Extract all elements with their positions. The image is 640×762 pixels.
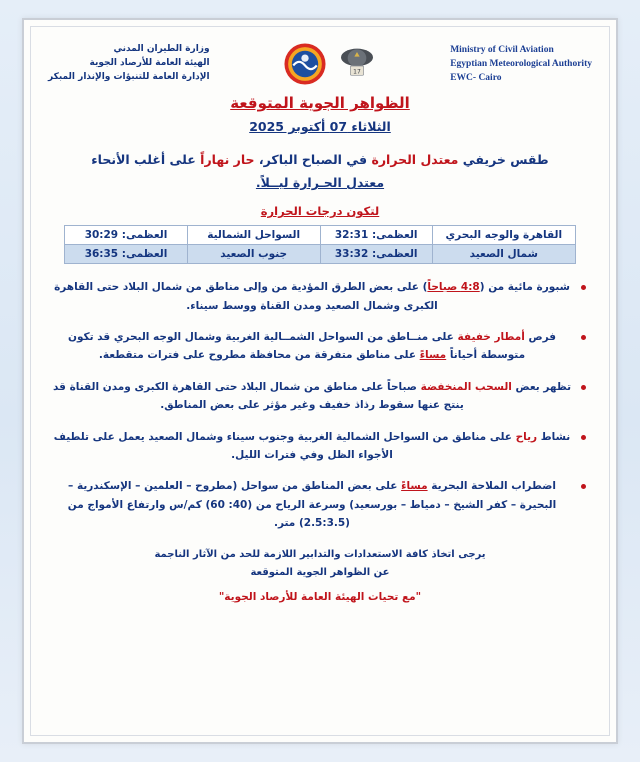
bullet-text-segment: على بعض المناطق من سواحل (مطروح – العلمين – الإسكندرية – البحيرة – كفر الشيخ – دمياط – بورسعيد) وسرعة الرياح من (40: 60) كم/س وارتفاع الأمواج من (2.5:3.5) متر.: [67, 480, 557, 529]
bullet-text-segment: مساءً: [419, 349, 447, 362]
ema-round-logo-icon: [283, 42, 327, 86]
summary-part-4: حار نهاراً: [200, 152, 255, 167]
max-label-cairo: [320, 226, 432, 245]
max-label-north-coast: [65, 226, 188, 245]
bullet-text-segment: مساءً: [401, 480, 428, 493]
region-north-saeed: شمال الصعيد: [432, 245, 575, 264]
summary-part-5: على أغلب الأنحاء: [91, 152, 196, 167]
page-title: الظواهر الجوية المتوقعة: [230, 94, 410, 112]
max-label-south-saeed: [65, 245, 188, 264]
english-line-1: Ministry of Civil Aviation: [450, 45, 554, 55]
table-row: [65, 245, 576, 264]
arabic-line-3: الإدارة العامة للتنبؤات والإنذار المبكر: [48, 71, 210, 82]
bullet-text-segment: شبورة مائية من (: [479, 281, 570, 294]
bullet-text-segment: اضطراب الملاحة البحرية: [427, 480, 556, 493]
svg-text:17: 17: [353, 68, 361, 76]
greeting-line: "مع تحيات الهيئة العامة للأرصاد الجوية": [218, 591, 422, 604]
bullet-text-segment: تظهر بعض: [511, 380, 572, 393]
document-header: [42, 34, 598, 86]
english-line-3: EWC- Cairo: [450, 72, 502, 83]
max-value-text: 33:32: [334, 248, 369, 261]
region-cairo-delta: القاهرة والوجه البحري: [432, 226, 575, 245]
english-authority-block: [450, 40, 592, 85]
bullet-text-segment: على مناطق متفرقة من محافظة مطروح على فترات متقطعة.: [98, 349, 420, 362]
bullet-text-segment: فرص: [524, 331, 557, 343]
bullet-text-segment: على منــاطق من السواحل الشمــالية الغربية وشمال الوجه البحري قد تكون متوسطة أحياناً: [67, 331, 526, 362]
region-north-coast: السواحل الشمالية: [187, 226, 320, 245]
bullet-text-segment: صباحاً على مناطق من شمال البلاد حتى القاهرة الكبرى ومدن القناة قد ينتج عنها سقوط رذاذ خفيف وغير مؤثر على بعض المناطق.: [52, 380, 464, 412]
bullet-text-segment: نشاط: [537, 430, 571, 443]
bullet-text-segment: أمطار خفيفة: [457, 331, 525, 343]
max-value-text: 30:29: [84, 229, 119, 242]
max-value-text: 32:31: [334, 229, 369, 242]
bullet-text-segment: ) على بعض الطرق المؤدية من وإلى مناطق من شمال البلاد حتى القاهرة الكبرى وشمال الصعيد ومدن القناة ووسط سيناء.: [54, 281, 438, 312]
temperatures-table: [64, 225, 576, 264]
bullet-text-segment: السحب المنخفضة: [420, 380, 512, 393]
max-label-text: العظمى:: [121, 229, 168, 242]
bullet-text-segment: على مناطق من السواحل الشمالية الغربية وجنوب سيناء وشمال الصعيد يعمل على تلطيف الأجواء الظل وفي فترات الليل.: [53, 430, 516, 461]
max-label-text: العظمى:: [121, 248, 168, 261]
summary-part-3: في الصباح الباكر،: [258, 152, 368, 167]
summary-part-1: طقس خريفي: [462, 152, 549, 167]
bulletin-date: الثلاثاء 07 أكتوبر 2025: [249, 119, 391, 134]
arabic-line-1: وزارة الطيران المدني: [113, 44, 210, 54]
phenomena-list: [52, 278, 588, 532]
region-south-saeed: جنوب الصعيد: [187, 245, 320, 264]
footer-line-2: عن الظواهر الجوية المتوقعة: [250, 567, 390, 579]
temperatures-heading: لتكون درجات الحرارة: [260, 204, 380, 219]
title-section: [42, 94, 598, 134]
max-value-text: 36:35: [84, 248, 119, 261]
table-row: [65, 226, 576, 245]
weather-summary: [58, 148, 582, 194]
list-item: [52, 278, 588, 315]
bulletin-sheet: [22, 18, 618, 744]
bullet-text-segment: 4:8 صباحاً: [427, 281, 480, 294]
advisory-footer: [42, 546, 598, 582]
bullet-text-segment: رياح: [515, 430, 538, 443]
summary-part-2: معتدل الحرارة: [371, 152, 459, 167]
footer-line-1: يرجى اتخاذ كافة الاستعدادات والتدابير اللازمة للحد من الآثار الناجمة: [154, 549, 486, 561]
arabic-line-2: الهيئة العامة للأرصاد الجوية: [89, 57, 210, 68]
list-item: [52, 428, 588, 465]
max-label-text: العظمى:: [371, 248, 418, 261]
arabic-authority-block: [48, 40, 210, 85]
logos-group: [283, 40, 377, 86]
list-item: [52, 477, 588, 532]
summary-part-6: معتدل الحـرارة ليــلاً.: [255, 175, 385, 191]
eagle-emblem-icon: [337, 44, 377, 84]
english-line-2: Egyptian Meteorological Authority: [450, 58, 592, 69]
max-label-north-saeed: [320, 245, 432, 264]
list-item: [52, 378, 588, 415]
max-label-text: العظمى:: [371, 229, 418, 242]
list-item: [52, 328, 588, 365]
